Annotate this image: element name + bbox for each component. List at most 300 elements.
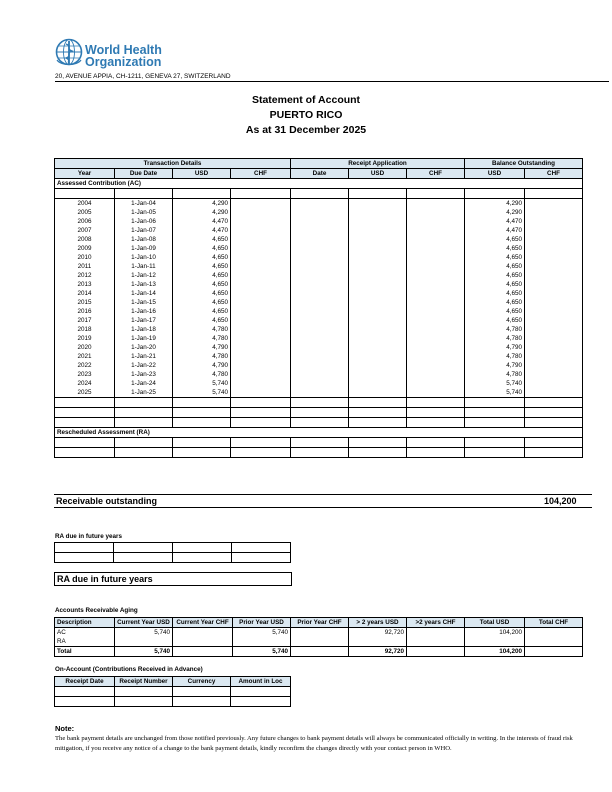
table-cell: [349, 271, 407, 280]
aging-cell: RA: [55, 637, 115, 647]
table-cell: [231, 388, 291, 398]
table-cell: [291, 289, 349, 298]
table-cell: [407, 379, 465, 388]
table-cell: [231, 271, 291, 280]
table-cell: [407, 298, 465, 307]
table-cell: [291, 379, 349, 388]
table-cell: [231, 379, 291, 388]
table-cell: 2021: [55, 352, 115, 361]
section-ra-label: Rescheduled Assessment (RA): [55, 428, 583, 438]
table-cell: [349, 244, 407, 253]
header-divider: [55, 81, 609, 82]
table-cell: [231, 262, 291, 271]
table-cell: [291, 343, 349, 352]
table-cell: 1-Jan-08: [115, 235, 173, 244]
col-header: CHF: [231, 169, 291, 179]
table-cell: [407, 388, 465, 398]
who-emblem-icon: [55, 38, 83, 68]
table-cell: 1-Jan-25: [115, 388, 173, 398]
table-cell: [231, 244, 291, 253]
section-ac-label: Assessed Contribution (AC): [55, 179, 583, 189]
spacer-row: [55, 438, 583, 448]
table-cell: [231, 208, 291, 217]
table-cell: 2016: [55, 307, 115, 316]
org-name-line1: World Health: [85, 43, 162, 57]
table-cell: [291, 217, 349, 226]
table-cell: 2022: [55, 361, 115, 370]
table-cell: [525, 244, 583, 253]
table-cell: 2014: [55, 289, 115, 298]
table-cell: [525, 253, 583, 262]
table-cell: [525, 271, 583, 280]
table-cell: [349, 217, 407, 226]
table-cell: 1-Jan-19: [115, 334, 173, 343]
table-row: [55, 352, 583, 361]
aging-cell: [173, 637, 233, 647]
statement-date: As at 31 December 2025: [245, 124, 367, 136]
table-cell: [291, 244, 349, 253]
table-cell: 2023: [55, 370, 115, 379]
col-header: USD: [465, 169, 525, 179]
table-cell: [349, 325, 407, 334]
aging-table: [54, 617, 583, 657]
col-header: Date: [291, 169, 349, 179]
table-cell: 4,650: [465, 235, 525, 244]
table-cell: 4,290: [173, 208, 231, 217]
table-cell: 4,650: [173, 289, 231, 298]
group-header-row: [55, 159, 583, 169]
table-row: [55, 316, 583, 325]
aging-col-header: Prior Year USD: [233, 618, 291, 628]
table-cell: 4,650: [173, 298, 231, 307]
table-cell: [349, 343, 407, 352]
group-header-balance: Balance Outstanding: [465, 159, 583, 169]
table-cell: 4,790: [465, 343, 525, 352]
aging-cell: 92,720: [349, 647, 407, 657]
table-cell: 2004: [55, 199, 115, 209]
table-cell: [291, 307, 349, 316]
table-cell: [291, 361, 349, 370]
table-cell: [231, 325, 291, 334]
aging-col-header: Prior Year CHF: [291, 618, 349, 628]
table-cell: [407, 289, 465, 298]
table-cell: 5,740: [465, 388, 525, 398]
table-cell: [349, 298, 407, 307]
table-cell: 4,780: [173, 334, 231, 343]
on-account-col-header: Currency: [173, 677, 231, 687]
table-cell: [407, 325, 465, 334]
table-cell: 4,650: [173, 316, 231, 325]
table-cell: [349, 235, 407, 244]
table-cell: 4,650: [465, 307, 525, 316]
table-cell: [349, 307, 407, 316]
aging-cell: 5,740: [233, 647, 291, 657]
table-cell: [291, 352, 349, 361]
table-cell: [525, 334, 583, 343]
col-header: USD: [173, 169, 231, 179]
aging-col-header: Total CHF: [525, 618, 583, 628]
aging-col-header: > 2 years USD: [349, 618, 407, 628]
table-cell: [349, 262, 407, 271]
on-account-header-row: [55, 677, 291, 687]
table-cell: [407, 316, 465, 325]
table-cell: [231, 253, 291, 262]
column-header-row: [55, 169, 583, 179]
table-cell: [231, 352, 291, 361]
on-account-col-header: Receipt Date: [55, 677, 115, 687]
table-row: [55, 199, 583, 209]
table-cell: 1-Jan-04: [115, 199, 173, 209]
table-cell: [231, 226, 291, 235]
table-cell: [349, 226, 407, 235]
table-cell: 1-Jan-21: [115, 352, 173, 361]
table-cell: 5,740: [465, 379, 525, 388]
table-cell: [407, 343, 465, 352]
ra-future-small-title: RA due in future years: [55, 533, 122, 540]
table-cell: 4,290: [465, 208, 525, 217]
table-cell: [291, 253, 349, 262]
table-cell: [291, 316, 349, 325]
table-cell: 4,650: [173, 253, 231, 262]
table-cell: 4,650: [173, 235, 231, 244]
table-cell: [349, 379, 407, 388]
table-cell: [407, 352, 465, 361]
table-cell: 4,780: [465, 325, 525, 334]
table-cell: [291, 370, 349, 379]
table-cell: [407, 244, 465, 253]
table-cell: 4,650: [465, 253, 525, 262]
table-cell: 4,650: [173, 271, 231, 280]
table-cell: [349, 289, 407, 298]
table-cell: [291, 271, 349, 280]
aging-cell: [525, 647, 583, 657]
aging-cell: [291, 637, 349, 647]
spacer-row: [55, 398, 583, 408]
table-row: [55, 361, 583, 370]
table-cell: [349, 388, 407, 398]
table-cell: [231, 361, 291, 370]
note-text: The bank payment details are unchanged from those notified previously. Any future changes to bank payment details will always be communicated officially in writing. In the interests of fraud risk mitigation, if you receive any notice of a change to the bank payment details, kindly reconfirm the changes directly with your contact person in WHO.: [55, 735, 573, 752]
table-cell: [349, 334, 407, 343]
aging-row: [55, 637, 583, 647]
table-cell: [231, 298, 291, 307]
table-cell: [407, 334, 465, 343]
table-cell: [525, 316, 583, 325]
table-cell: 4,650: [173, 280, 231, 289]
aging-cell: [173, 647, 233, 657]
table-cell: 2012: [55, 271, 115, 280]
group-header-transaction: Transaction Details: [55, 159, 291, 169]
table-cell: [407, 361, 465, 370]
ac-rows: [55, 199, 583, 398]
table-cell: [231, 199, 291, 209]
ra-future-big-label: RA due in future years: [57, 574, 153, 584]
table-cell: [349, 361, 407, 370]
aging-col-header: Current Year CHF: [173, 618, 233, 628]
table-cell: 4,650: [173, 244, 231, 253]
aging-col-header: >2 years CHF: [407, 618, 465, 628]
table-cell: 1-Jan-14: [115, 289, 173, 298]
table-cell: 4,780: [465, 370, 525, 379]
receivable-value: 104,200: [544, 496, 577, 506]
aging-title: Accounts Receivable Aging: [55, 607, 138, 614]
table-cell: [525, 325, 583, 334]
col-header: CHF: [525, 169, 583, 179]
section-ra-row: [55, 428, 583, 438]
table-cell: [349, 280, 407, 289]
aging-cell: [173, 628, 233, 638]
aging-cell: [407, 637, 465, 647]
table-cell: [231, 343, 291, 352]
aging-rows: [55, 628, 583, 647]
table-cell: 2006: [55, 217, 115, 226]
table-cell: [525, 352, 583, 361]
table-row: [55, 379, 583, 388]
table-cell: [231, 316, 291, 325]
table-cell: 2020: [55, 343, 115, 352]
table-row: [55, 370, 583, 379]
table-cell: [291, 298, 349, 307]
table-cell: 2008: [55, 235, 115, 244]
table-cell: 5,740: [173, 388, 231, 398]
org-name-line2: Organization: [85, 55, 162, 69]
table-cell: 2010: [55, 253, 115, 262]
table-cell: 4,650: [173, 262, 231, 271]
table-cell: 2019: [55, 334, 115, 343]
aging-cell: [525, 628, 583, 638]
table-cell: [525, 226, 583, 235]
table-cell: [231, 370, 291, 379]
table-cell: 4,650: [465, 289, 525, 298]
table-cell: [349, 316, 407, 325]
table-row: [55, 217, 583, 226]
table-cell: 1-Jan-09: [115, 244, 173, 253]
spacer-row: [55, 418, 583, 428]
table-cell: [291, 199, 349, 209]
statement-table: [54, 158, 583, 458]
aging-cell: [291, 647, 349, 657]
table-cell: 2017: [55, 316, 115, 325]
aging-cell: 5,740: [233, 628, 291, 638]
spacer-row: [55, 189, 583, 199]
table-cell: [525, 298, 583, 307]
table-cell: [407, 262, 465, 271]
ra-future-grid: [54, 542, 291, 563]
group-header-receipt: Receipt Application: [291, 159, 465, 169]
table-cell: [407, 208, 465, 217]
table-row: [55, 280, 583, 289]
table-cell: [291, 235, 349, 244]
aging-cell: 104,200: [465, 628, 525, 638]
table-cell: [525, 370, 583, 379]
table-cell: [349, 253, 407, 262]
table-cell: [407, 217, 465, 226]
table-cell: 4,780: [173, 370, 231, 379]
table-cell: 2024: [55, 379, 115, 388]
table-cell: [525, 307, 583, 316]
table-cell: [407, 280, 465, 289]
table-cell: [525, 379, 583, 388]
table-cell: [407, 253, 465, 262]
receivable-label: Receivable outstanding: [56, 496, 158, 506]
table-cell: 4,290: [173, 199, 231, 209]
table-cell: [407, 235, 465, 244]
table-cell: 4,780: [465, 334, 525, 343]
table-row: [55, 307, 583, 316]
table-cell: [349, 352, 407, 361]
table-row: [55, 208, 583, 217]
on-account-title: On-Account (Contributions Received in Advance): [55, 666, 203, 673]
aging-cell: 5,740: [115, 647, 173, 657]
aging-cell: [115, 637, 173, 647]
table-cell: 2015: [55, 298, 115, 307]
table-cell: [525, 280, 583, 289]
table-cell: 4,650: [465, 280, 525, 289]
table-row: [55, 343, 583, 352]
table-row: [55, 289, 583, 298]
aging-cell: [349, 637, 407, 647]
table-row: [55, 226, 583, 235]
aging-cell: 104,200: [465, 647, 525, 657]
table-cell: [525, 343, 583, 352]
table-cell: 2009: [55, 244, 115, 253]
table-cell: [525, 199, 583, 209]
table-cell: 1-Jan-06: [115, 217, 173, 226]
table-cell: 1-Jan-15: [115, 298, 173, 307]
table-cell: 2013: [55, 280, 115, 289]
table-cell: 4,290: [465, 199, 525, 209]
table-cell: [291, 262, 349, 271]
table-cell: 4,780: [465, 352, 525, 361]
table-cell: [291, 208, 349, 217]
table-cell: 1-Jan-10: [115, 253, 173, 262]
table-cell: [231, 307, 291, 316]
aging-cell: 5,740: [115, 628, 173, 638]
aging-cell: Total: [55, 647, 115, 657]
table-cell: [525, 289, 583, 298]
table-row: [55, 235, 583, 244]
aging-col-header: Description: [55, 618, 115, 628]
table-cell: 1-Jan-07: [115, 226, 173, 235]
table-row: [55, 334, 583, 343]
table-cell: 1-Jan-05: [115, 208, 173, 217]
table-cell: [291, 280, 349, 289]
note-heading: Note:: [55, 724, 75, 733]
col-header: Year: [55, 169, 115, 179]
table-cell: [349, 208, 407, 217]
table-cell: [525, 388, 583, 398]
table-cell: [525, 361, 583, 370]
spacer-row: [55, 448, 583, 458]
table-cell: 4,470: [465, 226, 525, 235]
table-cell: 1-Jan-12: [115, 271, 173, 280]
aging-header-row: [55, 618, 583, 628]
table-cell: 2011: [55, 262, 115, 271]
statement-country: PUERTO RICO: [269, 109, 343, 121]
aging-cell: 92,720: [349, 628, 407, 638]
aging-row: [55, 628, 583, 638]
table-cell: [525, 217, 583, 226]
aging-cell: [407, 647, 465, 657]
receivable-outstanding: [54, 494, 592, 508]
table-row: [55, 388, 583, 398]
table-cell: 1-Jan-11: [115, 262, 173, 271]
aging-cell: [407, 628, 465, 638]
table-cell: 4,650: [465, 244, 525, 253]
table-cell: 4,780: [173, 352, 231, 361]
col-header: USD: [349, 169, 407, 179]
who-logo: [55, 38, 165, 72]
table-cell: 4,780: [173, 325, 231, 334]
table-cell: [291, 388, 349, 398]
table-cell: 4,650: [173, 307, 231, 316]
table-cell: 1-Jan-18: [115, 325, 173, 334]
aging-cell: AC: [55, 628, 115, 638]
aging-col-header: Current Year USD: [115, 618, 173, 628]
table-cell: [231, 280, 291, 289]
section-ac-row: [55, 179, 583, 189]
table-cell: [231, 334, 291, 343]
table-cell: 1-Jan-13: [115, 280, 173, 289]
table-cell: [291, 334, 349, 343]
table-cell: 4,470: [465, 217, 525, 226]
table-cell: 2025: [55, 388, 115, 398]
table-cell: 1-Jan-23: [115, 370, 173, 379]
table-cell: 1-Jan-17: [115, 316, 173, 325]
table-row: [55, 298, 583, 307]
table-row: [55, 271, 583, 280]
table-cell: [291, 325, 349, 334]
table-cell: [231, 235, 291, 244]
aging-cell: [525, 637, 583, 647]
table-cell: [525, 262, 583, 271]
table-row: [55, 325, 583, 334]
table-row: [55, 244, 583, 253]
on-account-col-header: Receipt Number: [115, 677, 173, 687]
table-cell: [349, 370, 407, 379]
aging-cell: [465, 637, 525, 647]
on-account-table: [54, 676, 291, 707]
table-row: [55, 253, 583, 262]
statement-title: Statement of Account: [251, 94, 361, 106]
table-cell: [231, 289, 291, 298]
table-cell: 4,790: [465, 361, 525, 370]
on-account-col-header: Amount in Loc: [231, 677, 291, 687]
table-cell: 1-Jan-24: [115, 379, 173, 388]
table-cell: 4,790: [173, 361, 231, 370]
table-row: [55, 262, 583, 271]
table-cell: [407, 307, 465, 316]
aging-col-header: Total USD: [465, 618, 525, 628]
aging-total-row: [55, 647, 583, 657]
table-cell: 1-Jan-16: [115, 307, 173, 316]
table-cell: [407, 199, 465, 209]
table-cell: [407, 226, 465, 235]
table-cell: 2005: [55, 208, 115, 217]
table-cell: [525, 235, 583, 244]
table-cell: [291, 226, 349, 235]
aging-cell: [291, 628, 349, 638]
table-cell: [407, 370, 465, 379]
table-cell: 1-Jan-22: [115, 361, 173, 370]
table-cell: [525, 208, 583, 217]
table-cell: 4,650: [465, 262, 525, 271]
org-address: 20, AVENUE APPIA, CH-1211, GENEVA 27, SWITZERLAND: [55, 73, 231, 80]
table-cell: [407, 271, 465, 280]
table-cell: 4,650: [465, 316, 525, 325]
table-cell: 4,650: [465, 298, 525, 307]
col-header: Due Date: [115, 169, 173, 179]
